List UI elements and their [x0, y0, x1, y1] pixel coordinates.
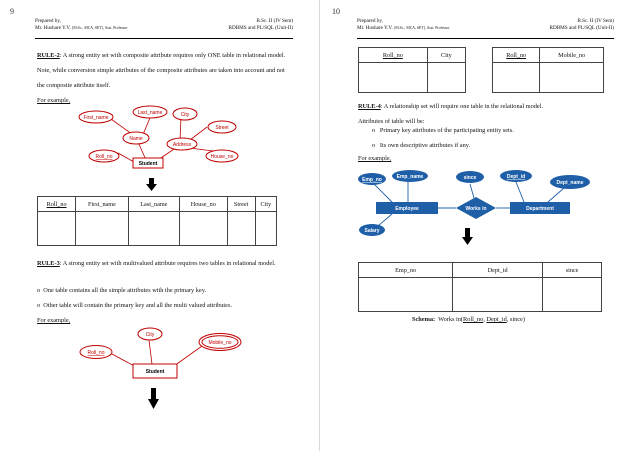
list-item: o Primary key attributes of the participating entity sets. — [372, 127, 514, 134]
attr-name — [123, 132, 149, 144]
svg-text:Address: Address — [172, 142, 192, 148]
rule4-sub: Attributes of table will be: — [358, 118, 425, 125]
table-header-cell: City — [427, 48, 465, 63]
er-diagram-composite — [70, 105, 270, 175]
attr-roll-no — [89, 150, 119, 162]
schema-key-dept-id: Dept_id — [486, 316, 507, 323]
header-prepared: Prepared by, — [357, 18, 383, 24]
schema-key-roll-no: Roll_no — [463, 316, 484, 323]
schema-label: Schema: — [412, 316, 436, 323]
attr-roll-no — [80, 346, 112, 359]
svg-text:Student: Student — [138, 161, 158, 167]
header-credentials: [M.Sc., MCA, SET], Asst. Professor — [72, 26, 128, 30]
down-arrow-icon — [462, 228, 474, 246]
svg-text:Mobile_no: Mobile_no — [208, 340, 232, 346]
svg-text:Employee: Employee — [395, 206, 419, 212]
attr-mobile-no — [199, 334, 241, 351]
table-header-cell: Dept_id — [453, 263, 543, 278]
rule4-bullets — [372, 125, 612, 152]
rule3-paragraph — [37, 256, 287, 271]
attr-since: since — [463, 175, 477, 181]
table-header-cell: since — [543, 263, 602, 278]
attr-house-no — [206, 150, 238, 162]
rule3-example: For example, — [37, 317, 71, 324]
svg-text:Name: Name — [129, 136, 143, 142]
entity-student — [133, 158, 163, 168]
rule4-text: : A relationship set will require one table in the relational model. — [380, 103, 544, 110]
header-author: Mr. Hushare Y.V. — [357, 25, 393, 31]
svg-text:First_name: First_name — [83, 115, 109, 121]
header-credentials: [M.Sc., MCA, SET], Asst. Professor — [394, 26, 450, 30]
attr-city — [138, 328, 162, 340]
table-header-cell: Emp_no — [359, 263, 453, 278]
table-student-composite — [37, 196, 277, 246]
table-roll-mobile — [492, 47, 604, 93]
list-item: o Its own descriptive attributes if any. — [372, 142, 471, 149]
list-item: o One table contains all the simple attributes with the primary key. — [37, 287, 207, 294]
table-header-cell: House_no — [180, 197, 228, 212]
attr-last-name — [133, 106, 167, 118]
er-diagram-relationship — [358, 168, 608, 240]
entity-student — [133, 364, 177, 378]
right-page — [319, 0, 638, 451]
rule2-example: For example, — [37, 97, 71, 104]
page-header — [357, 18, 614, 39]
table-header-cell: Roll_no — [359, 48, 428, 63]
rule3-text: : A strong entity set with multivalued attribute requires two tables in relational model. — [59, 260, 276, 267]
rule3-bullets — [37, 285, 287, 327]
table-header-cell: Roll_no — [493, 48, 540, 63]
page-header — [35, 18, 293, 39]
table-header-cell: Last_name — [128, 197, 179, 212]
rule2-label: RULE-2 — [37, 52, 60, 59]
rule3-label: RULE-3 — [37, 260, 60, 267]
table-header-cell: Street — [227, 197, 255, 212]
rule2-text: : A strong entity set with composite attribute requires only ONE table in relational model. Note, while conversion simple attributes of the composite attributes are taken into account and not the composite attribute itself. — [37, 52, 286, 89]
table-roll-city — [358, 47, 466, 93]
schema-line: Schema: Works in(Roll_no, Dept_id, since) — [412, 316, 525, 323]
rule4-example: For example, — [358, 155, 392, 162]
page-number: 9 — [10, 7, 14, 16]
attr-dept-name: Dept_name — [556, 180, 584, 186]
header-prepared: Prepared by, — [35, 18, 61, 24]
er-diagram-multivalued — [80, 328, 250, 388]
attr-emp-name: Emp_name — [396, 174, 424, 180]
rule4-label: RULE-4 — [358, 103, 381, 110]
page-number: 10 — [332, 7, 340, 16]
attr-address — [167, 138, 197, 150]
svg-text:Street: Street — [215, 125, 229, 131]
svg-text:Roll_no: Roll_no — [87, 350, 105, 356]
header-course: RDBMS and PL/SQL (Unit-II) — [549, 25, 614, 31]
attr-city — [173, 108, 197, 120]
svg-text:City: City — [145, 332, 155, 338]
svg-text:House_no: House_no — [210, 154, 234, 160]
list-item: o Other table will contain the primary key and all the multi valued attributes. — [37, 302, 232, 309]
svg-text:Roll_no: Roll_no — [95, 154, 113, 160]
rule2-paragraph — [37, 48, 287, 108]
down-arrow-icon — [148, 388, 160, 410]
header-semester: B.Sc. II (IV Sem) — [577, 18, 614, 24]
table-header-cell: Mobile_no — [540, 48, 604, 63]
svg-text:Works in: Works in — [465, 206, 487, 212]
attr-first-name — [79, 111, 113, 123]
table-header-cell: City — [255, 197, 276, 212]
table-works-in — [358, 262, 602, 312]
header-course: RDBMS and PL/SQL (Unit-II) — [228, 25, 293, 31]
header-semester: B.Sc. II (IV Sem) — [256, 18, 293, 24]
attr-street — [208, 121, 236, 133]
attr-dept-id: Dept_id — [506, 174, 526, 180]
down-arrow-icon — [146, 178, 158, 192]
svg-text:Last_name: Last_name — [137, 110, 163, 116]
svg-text:City: City — [180, 112, 190, 118]
table-header-cell: Roll_no — [38, 197, 76, 212]
svg-text:Student: Student — [145, 369, 165, 375]
attr-emp-no: Emp_no — [362, 177, 382, 183]
header-author: Mr. Hushare Y.V. — [35, 25, 71, 31]
svg-text:Department: Department — [526, 206, 554, 212]
table-header-cell: First_name — [76, 197, 129, 212]
attr-salary: Salary — [364, 228, 380, 234]
